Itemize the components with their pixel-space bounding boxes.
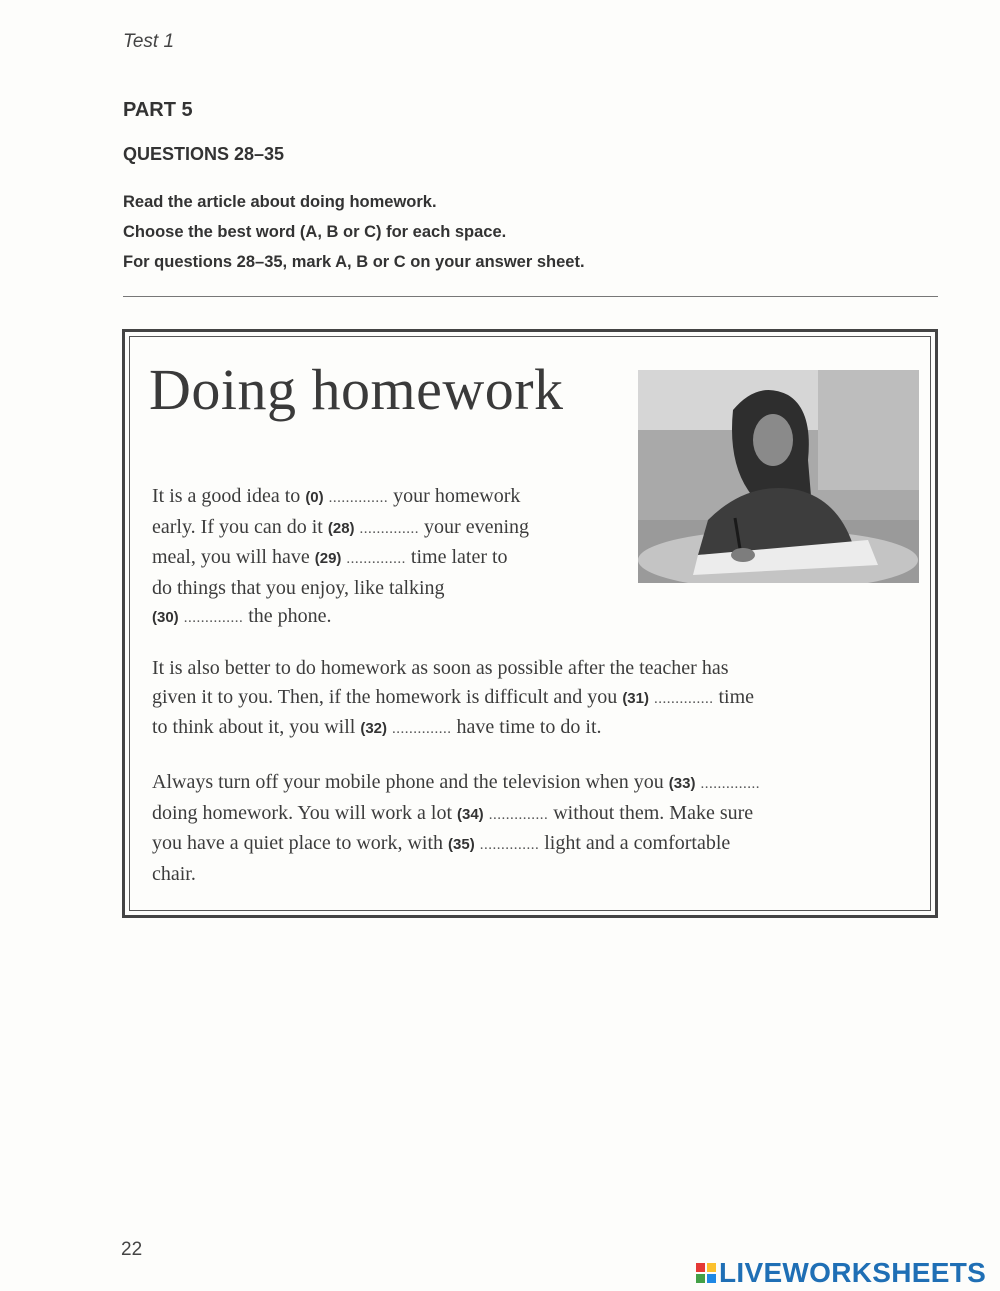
gap-number: (33): [668, 775, 696, 792]
article-paragraph-1: [152, 482, 622, 633]
gap-dots: ..............: [346, 551, 406, 567]
text: meal, you will have: [152, 546, 310, 568]
text-line: [152, 543, 622, 574]
page-number: 22: [121, 1239, 143, 1260]
gap-dots: ..............: [488, 806, 549, 823]
text-line: [152, 602, 622, 633]
text: time: [718, 685, 755, 708]
instruction-line: For questions 28–35, mark A, B or C on your answer sheet.: [123, 253, 585, 271]
gap-dots: ..............: [328, 490, 389, 506]
text: early. If you can do it: [152, 515, 323, 538]
text: your homework: [393, 485, 521, 507]
text: time later to: [410, 546, 508, 568]
instructions: [123, 187, 943, 277]
gap-number: (32): [360, 720, 388, 737]
text: you have a quiet place to work, with: [152, 832, 444, 854]
gap-number: (31): [622, 689, 649, 707]
text: doing homework. You will work a lot: [152, 801, 452, 824]
gap-dots: ..............: [183, 610, 244, 626]
article-title: Doing homework: [149, 357, 564, 422]
text: without them. Make sure: [553, 801, 754, 824]
gap-number: (30): [152, 609, 179, 626]
gap-number: (29): [314, 550, 342, 567]
text-line: [152, 683, 912, 714]
article-paragraph-3: [152, 768, 912, 888]
questions-range-title: QUESTIONS 28–35: [123, 144, 285, 164]
divider-rule: [123, 296, 938, 297]
instruction-line: Choose the best word (A, B or C) for each space.: [123, 223, 507, 241]
text-line: [152, 513, 622, 544]
girl-writing-photo: [638, 370, 919, 583]
running-head: Test 1: [123, 31, 175, 52]
text-line: chair.: [152, 862, 196, 885]
text: given it to you. Then, if the homework is difficult and you: [152, 685, 618, 708]
text: Always turn off your mobile phone and the television when you: [152, 771, 664, 793]
gap-dots: ..............: [654, 690, 714, 707]
gap-number: (28): [327, 519, 355, 537]
instruction-line: Read the article about doing homework.: [123, 193, 437, 211]
text-line: do things that you enjoy, like talking: [152, 576, 445, 599]
gap-dots: ..............: [392, 721, 452, 737]
text-line: [152, 482, 622, 513]
part-title: PART 5: [123, 99, 193, 121]
gap-dots: ..............: [479, 837, 540, 853]
text: to think about it, you will: [152, 716, 356, 738]
liveworksheets-logo-text: LIVEWORKSHEETS: [719, 1257, 987, 1288]
text-line: [152, 768, 912, 799]
text-line: [152, 829, 912, 860]
text-line: [152, 713, 912, 744]
gap-number: (35): [448, 836, 475, 853]
gap-dots: ..............: [700, 776, 760, 792]
liveworksheets-logo-icon: [696, 1263, 716, 1283]
article-paragraph-2: [152, 654, 912, 744]
text: It is a good idea to: [152, 485, 301, 507]
gap-number: (0): [305, 489, 324, 506]
liveworksheets-logo[interactable]: [696, 1257, 986, 1289]
text-line: [152, 799, 912, 830]
text: the phone.: [248, 605, 332, 627]
text: have time to do it.: [456, 716, 602, 738]
text: light and a comfortable: [544, 832, 731, 854]
text-line: It is also better to do homework as soon as possible after the teacher has: [152, 657, 729, 679]
text: your evening: [424, 515, 530, 538]
gap-dots: ..............: [359, 520, 420, 537]
gap-number: (34): [457, 805, 484, 823]
